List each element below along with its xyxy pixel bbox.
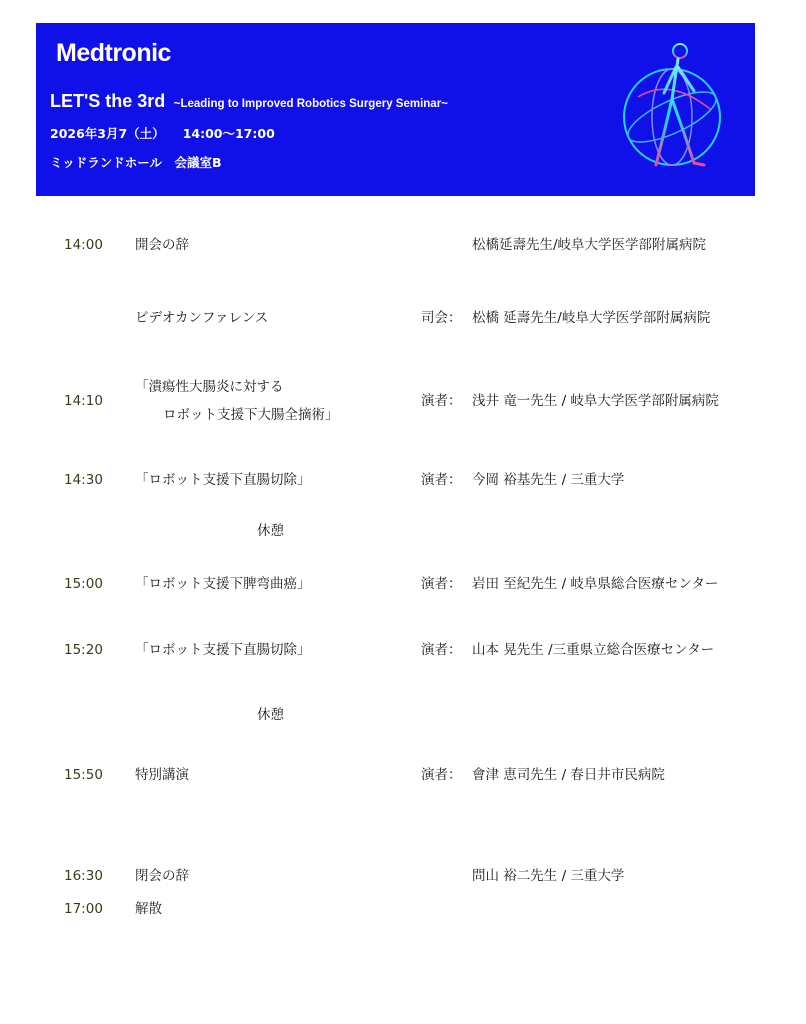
program-role: 司会： bbox=[421, 310, 462, 326]
program-person: 會津 恵司先生 / 春日井市民病院 bbox=[472, 767, 665, 783]
program-time: 14:00 bbox=[64, 237, 103, 253]
program-role: 演者： bbox=[421, 642, 462, 658]
program-person: 岩田 至紀先生 / 岐阜県総合医療センター bbox=[472, 576, 719, 592]
seminar-venue: ミッドランドホール 会議室B bbox=[50, 155, 222, 170]
program-person: 問山 裕二先生 / 三重大学 bbox=[472, 868, 625, 884]
break-label: 休憩 bbox=[257, 707, 284, 723]
program-role: 演者： bbox=[421, 472, 462, 488]
program-item: 「ロボット支援下直腸切除」 bbox=[135, 472, 311, 488]
seminar-subtitle: ~Leading to Improved Robotics Surgery Seminar~ bbox=[173, 98, 448, 110]
program-role: 演者： bbox=[421, 767, 462, 783]
program-time: 14:30 bbox=[64, 472, 103, 488]
program-time: 16:30 bbox=[64, 868, 103, 884]
program-item bbox=[135, 376, 339, 426]
program-time: 15:20 bbox=[64, 642, 103, 658]
program-time: 15:00 bbox=[64, 576, 103, 592]
seminar-title bbox=[50, 91, 448, 112]
program-item: 解散 bbox=[135, 901, 162, 917]
program-item: 特別講演 bbox=[135, 767, 189, 783]
program-time: 15:50 bbox=[64, 767, 103, 783]
program-item-line: ロボット支援下大腸全摘術」 bbox=[163, 407, 339, 423]
program-item: 「ロボット支援下直腸切除」 bbox=[135, 642, 311, 658]
program-person: 浅井 竜一先生 / 岐阜大学医学部附属病院 bbox=[472, 393, 719, 409]
program-person: 松橋延壽先生/岐阜大学医学部附属病院 bbox=[472, 237, 707, 253]
seminar-time: 14:00～17:00 bbox=[182, 126, 275, 141]
brand-logo: Medtronic bbox=[56, 39, 171, 67]
program-item: 閉会の辞 bbox=[135, 868, 189, 884]
program-item-line: 「潰瘍性大腸炎に対する bbox=[135, 379, 284, 395]
program-item: ビデオカンファレンス bbox=[135, 310, 269, 326]
header-banner bbox=[36, 23, 755, 196]
program-row bbox=[0, 376, 806, 426]
walking-figure-icon bbox=[620, 37, 724, 187]
seminar-date-time bbox=[50, 124, 275, 142]
seminar-date: 2026年3月7（土） bbox=[50, 126, 165, 141]
program-item: 「ロボット支援下脾弯曲癌」 bbox=[135, 576, 311, 592]
program-item: 開会の辞 bbox=[135, 237, 189, 253]
program-time: 14:10 bbox=[64, 393, 103, 409]
break-label: 休憩 bbox=[257, 523, 284, 539]
program-role: 演者： bbox=[421, 576, 462, 592]
program-time: 17:00 bbox=[64, 901, 103, 917]
program-person: 松橋 延壽先生/岐阜大学医学部附属病院 bbox=[472, 310, 711, 326]
program-role: 演者： bbox=[421, 393, 462, 409]
program-person: 山本 晃先生 /三重県立総合医療センター bbox=[472, 642, 715, 658]
seminar-title-main: LET'S the 3rd bbox=[50, 91, 166, 111]
program-person: 今岡 裕基先生 / 三重大学 bbox=[472, 472, 625, 488]
